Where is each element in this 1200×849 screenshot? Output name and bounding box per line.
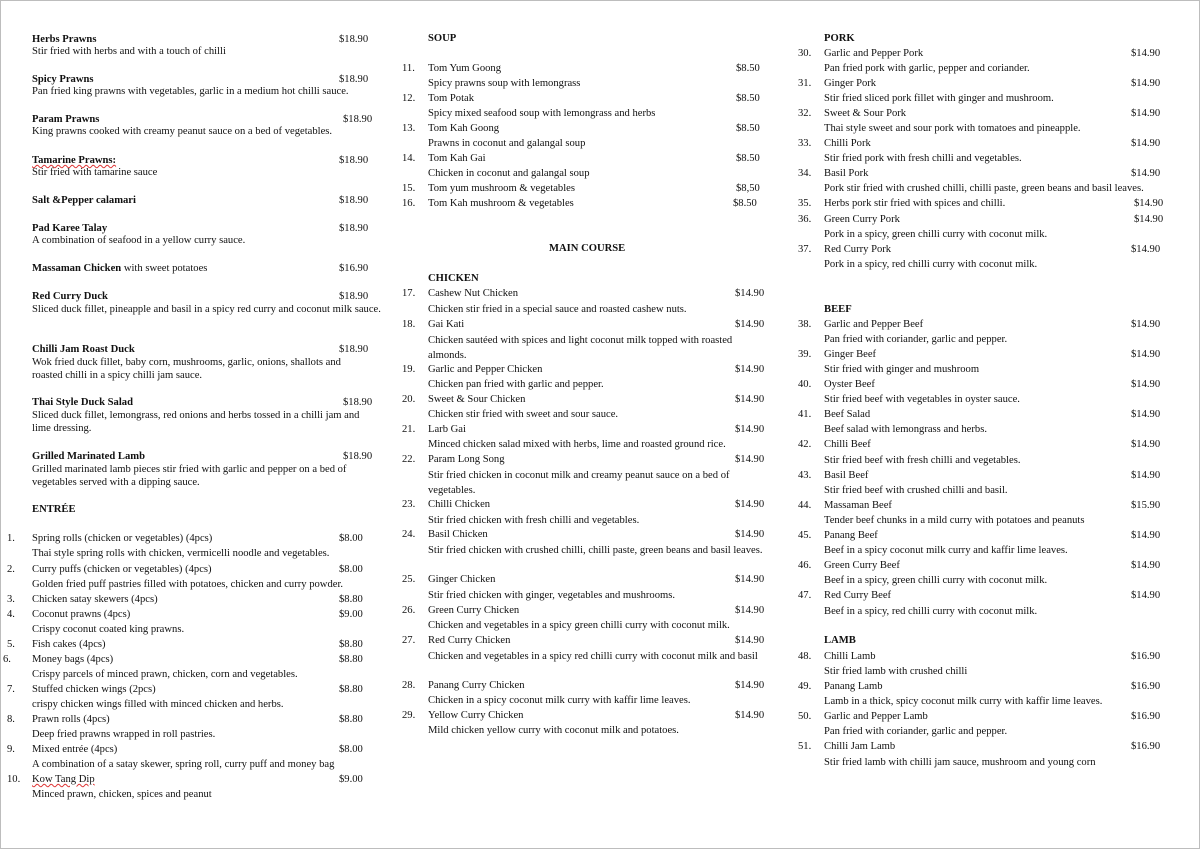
item-desc: Stir fried pork with fresh chilli and vegetables. [824, 153, 1022, 164]
item-number: 16. [402, 198, 416, 209]
item-price: $14.90 [1134, 214, 1164, 225]
item-name: Massaman Chicken [32, 263, 122, 274]
item-desc: Stir fried sliced pork fillet with ginger and mushroom. [824, 93, 1054, 104]
item-price: $15.90 [1131, 500, 1161, 511]
item-desc: Chicken stir fried with sweet and sour sauce. [428, 409, 619, 420]
item-number: 42. [798, 439, 812, 450]
item-number: 2. [7, 564, 15, 575]
item-number: 7. [7, 684, 15, 695]
item-price: $16.90 [1131, 681, 1161, 692]
item-name: Oyster Beef [824, 379, 875, 390]
item-name: Tom Kah Gai [428, 153, 486, 164]
item-price: $14.90 [1131, 530, 1161, 541]
item-price: $8.00 [339, 564, 363, 575]
item-name: Tom yum mushroom & vegetables [428, 183, 575, 194]
item-desc: Stir fried with ginger and mushroom [824, 364, 980, 375]
item-name: Basil Beef [824, 470, 869, 481]
item-number: 37. [798, 244, 812, 255]
item-name: Money bags (4pcs) [32, 654, 114, 665]
item-desc: Pan fried pork with garlic, pepper and coriander. [824, 63, 1030, 74]
item-desc: Stir fried chicken with ginger, vegetables and mushrooms. [428, 590, 675, 601]
item-name: Yellow Curry Chicken [428, 710, 524, 721]
item-number: 25. [402, 574, 416, 585]
item-name: Panang Curry Chicken [428, 680, 525, 691]
item-desc: Stir fried chicken with fresh chilli and vegetables. [428, 515, 640, 526]
item-price: $14.90 [1131, 48, 1161, 59]
section-heading-pork: PORK [824, 33, 855, 44]
item-name: Tamarine Prawns: [32, 155, 117, 166]
item-name: Garlic and Pepper Chicken [428, 364, 543, 375]
item-number: 21. [402, 424, 416, 435]
item-desc: Stir fried chicken in coconut milk and creamy peanut sauce on a bed of vegetables. [428, 470, 730, 496]
item-price: $14.90 [1131, 439, 1161, 450]
item-number: 44. [798, 500, 812, 511]
item-price: $14.90 [1131, 108, 1161, 119]
item-desc: Stir fried beef with crushed chilli and basil. [824, 485, 1008, 496]
item-number: 51. [798, 741, 812, 752]
item-name: Larb Gai [428, 424, 466, 435]
item-name: Massaman Beef [824, 500, 892, 511]
item-number: 23. [402, 499, 416, 510]
item-desc: Prawns in coconut and galangal soup [428, 138, 586, 149]
item-number: 36. [798, 214, 812, 225]
item-price: $18.90 [343, 114, 373, 125]
section-heading-beef: BEEF [824, 304, 852, 315]
item-price: $14.90 [1134, 198, 1164, 209]
item-number: 5. [7, 639, 15, 650]
item-name-line [32, 262, 207, 275]
item-number: 10. [7, 774, 21, 785]
item-number: 3. [7, 594, 15, 605]
item-price: $14.90 [735, 499, 765, 510]
item-price: $14.90 [735, 454, 765, 465]
item-price: $16.90 [1131, 741, 1161, 752]
item-number: 1. [7, 533, 15, 544]
item-desc: Grilled marinated lamb pieces stir fried with garlic and pepper on a bed of vegetables served with a dipping sauce. [32, 464, 347, 488]
item-price: $8.50 [736, 123, 760, 134]
item-price: $8.80 [339, 714, 363, 725]
item-price: $8.80 [339, 594, 363, 605]
item-name: Pad Karee Talay [32, 223, 108, 234]
item-price: $14.90 [735, 319, 765, 330]
item-price: $14.90 [1131, 138, 1161, 149]
item-desc: crispy chicken wings filled with minced chicken and herbs. [32, 699, 284, 710]
item-name: Sweet & Sour Chicken [428, 394, 526, 405]
item-price: $18.90 [339, 223, 369, 234]
item-number: 49. [798, 681, 812, 692]
item-price: $18.90 [343, 397, 373, 408]
item-number: 48. [798, 651, 812, 662]
item-desc: Thai style spring rolls with chicken, vermicelli noodle and vegetables. [32, 548, 330, 559]
item-name: Coconut prawns (4pcs) [32, 609, 131, 620]
item-price: $18.90 [339, 155, 369, 166]
item-number: 38. [798, 319, 812, 330]
item-price: $14.90 [1131, 470, 1161, 481]
item-name: Herbs pork stir fried with spices and chilli. [824, 198, 1006, 209]
item-price: $18.90 [339, 195, 369, 206]
item-price: $16.90 [1131, 711, 1161, 722]
item-name: Green Curry Chicken [428, 605, 520, 616]
item-number: 50. [798, 711, 812, 722]
item-number: 45. [798, 530, 812, 541]
item-name: Param Prawns [32, 114, 100, 125]
item-price: $8.50 [733, 198, 757, 209]
item-number: 8. [7, 714, 15, 725]
item-desc: King prawns cooked with creamy peanut sauce on a bed of vegetables. [32, 126, 333, 137]
item-price: $14.90 [1131, 349, 1161, 360]
item-name-suffix: with sweet potatoes [121, 263, 208, 274]
item-number: 29. [402, 710, 416, 721]
item-number: 12. [402, 93, 416, 104]
item-price: $14.90 [735, 574, 765, 585]
item-number: 18. [402, 319, 416, 330]
item-price: $14.90 [1131, 319, 1161, 330]
item-desc: Pork in a spicy, green chilli curry with coconut milk. [824, 229, 1048, 240]
item-name: Sweet & Sour Pork [824, 108, 907, 119]
item-number: 47. [798, 590, 812, 601]
item-name: Panang Lamb [824, 681, 883, 692]
item-name: Tom Yum Goong [428, 63, 502, 74]
item-price: $18.90 [339, 291, 369, 302]
item-number: 39. [798, 349, 812, 360]
item-name: Thai Style Duck Salad [32, 397, 133, 408]
item-desc: Minced chicken salad mixed with herbs, lime and roasted ground rice. [428, 439, 726, 450]
item-desc: Beef in a spicy coconut milk curry and kaffir lime leaves. [824, 545, 1068, 556]
item-number: 17. [402, 288, 416, 299]
item-number: 9. [7, 744, 15, 755]
item-name: Chicken satay skewers (4pcs) [32, 594, 158, 605]
item-price: $8.50 [736, 93, 760, 104]
item-desc: Thai style sweet and sour pork with tomatoes and pineapple. [824, 123, 1081, 134]
item-price: $18.90 [343, 451, 373, 462]
item-number: 27. [402, 635, 416, 646]
item-price: $8.00 [339, 533, 363, 544]
item-price: $8.50 [736, 153, 760, 164]
item-name: Tom Kah mushroom & vegetables [428, 198, 574, 209]
item-price: $8.80 [339, 654, 363, 665]
item-price: $14.90 [735, 710, 765, 721]
item-number: 11. [402, 63, 415, 74]
section-heading-main-course: MAIN COURSE [549, 243, 626, 254]
item-desc: Chicken sautéed with spices and light coconut milk topped with roasted almonds. [428, 335, 733, 361]
item-price: $8.80 [339, 639, 363, 650]
item-name: Spring rolls (chicken or vegetables) (4pcs) [32, 533, 213, 544]
item-name: Chilli Beef [824, 439, 871, 450]
item-desc: Pork stir fried with crushed chilli, chilli paste, green beans and basil leaves. [824, 183, 1144, 194]
item-number: 32. [798, 108, 812, 119]
item-desc: Chicken stir fried in a special sauce and roasted cashew nuts. [428, 304, 687, 315]
item-name: Red Curry Duck [32, 291, 108, 302]
item-desc: Stir fried beef with vegetables in oyster sauce. [824, 394, 1020, 405]
item-name: Kow Tang Dip [32, 774, 95, 785]
item-desc: Sliced duck fillet, pineapple and basil in a spicy red curry and coconut milk sauce. [32, 304, 381, 315]
item-number: 41. [798, 409, 812, 420]
item-price: $14.90 [735, 680, 765, 691]
item-price: $14.90 [735, 288, 765, 299]
item-number: 26. [402, 605, 416, 616]
item-desc: Chicken and vegetables in a spicy red chilli curry with coconut milk and basil [428, 651, 758, 662]
item-price: $14.90 [1131, 78, 1161, 89]
item-number: 24. [402, 529, 416, 540]
section-heading-chicken: CHICKEN [428, 273, 479, 284]
item-desc: Sliced duck fillet, lemongrass, red onions and herbs tossed in a chilli jam and lime dressing. [32, 410, 360, 434]
item-name: Ginger Pork [824, 78, 877, 89]
item-number: 6. [3, 654, 11, 665]
item-number: 35. [798, 198, 812, 209]
item-price: $14.90 [735, 364, 765, 375]
item-name: Chilli Chicken [428, 499, 491, 510]
item-desc: Beef in a spicy, green chilli curry with coconut milk. [824, 575, 1048, 586]
item-desc: Chicken pan fried with garlic and pepper. [428, 379, 604, 390]
section-heading-soup: SOUP [428, 33, 457, 44]
item-name: Beef Salad [824, 409, 871, 420]
item-desc: Mild chicken yellow curry with coconut milk and potatoes. [428, 725, 679, 736]
item-name: Tom Potak [428, 93, 475, 104]
item-desc: Stir fried chicken with crushed chilli, chilli paste, green beans and basil leaves. [428, 545, 763, 556]
item-price: $14.90 [735, 529, 765, 540]
item-name: Cashew Nut Chicken [428, 288, 519, 299]
item-number: 40. [798, 379, 812, 390]
item-price: $9.00 [339, 609, 363, 620]
item-number: 33. [798, 138, 812, 149]
item-desc: Stir fried with herbs and with a touch of chilli [32, 46, 226, 57]
item-desc: Chicken in coconut and galangal soup [428, 168, 590, 179]
item-desc: Crispy parcels of minced prawn, chicken, corn and vegetables. [32, 669, 298, 680]
item-desc: Stir fried lamb with crushed chilli [824, 666, 968, 677]
item-price: $14.90 [1131, 560, 1161, 571]
item-desc: Beef salad with lemongrass and herbs. [824, 424, 987, 435]
item-name: Fish cakes (4pcs) [32, 639, 106, 650]
item-price: $14.90 [735, 635, 765, 646]
item-name: Green Curry Beef [824, 560, 900, 571]
item-name: Red Curry Chicken [428, 635, 511, 646]
item-desc: Pan fried with coriander, garlic and pepper. [824, 726, 1008, 737]
item-name: Mixed entrée (4pcs) [32, 744, 118, 755]
item-name: Garlic and Pepper Pork [824, 48, 924, 59]
section-heading-entree: ENTRÉE [32, 504, 76, 515]
item-name: Basil Chicken [428, 529, 488, 540]
item-name: Ginger Beef [824, 349, 877, 360]
item-name: Stuffed chicken wings (2pcs) [32, 684, 156, 695]
item-name: Prawn rolls (4pcs) [32, 714, 110, 725]
item-name: Curry puffs (chicken or vegetables) (4pcs) [32, 564, 212, 575]
item-price: $18.90 [339, 344, 369, 355]
item-desc: Stir fried with tamarine sauce [32, 167, 158, 178]
item-desc: Spicy mixed seafood soup with lemongrass and herbs [428, 108, 656, 119]
item-number: 43. [798, 470, 812, 481]
item-price: $14.90 [1131, 409, 1161, 420]
item-number: 15. [402, 183, 416, 194]
item-desc: Wok fried duck fillet, baby corn, mushrooms, garlic, onions, shallots and roasted chilli in a spicy chilli jam sauce. [32, 357, 341, 381]
item-price: $18.90 [339, 74, 369, 85]
item-price: $8.00 [339, 744, 363, 755]
item-desc: Spicy prawns soup with lemongrass [428, 78, 581, 89]
item-price: $8.80 [339, 684, 363, 695]
item-price: $18.90 [339, 34, 369, 45]
item-desc: Deep fried prawns wrapped in roll pastries. [32, 729, 216, 740]
item-number: 46. [798, 560, 812, 571]
item-price: $14.90 [735, 424, 765, 435]
item-name: Herbs Prawns [32, 34, 97, 45]
item-number: 34. [798, 168, 812, 179]
item-price: $14.90 [1131, 244, 1161, 255]
item-desc: Pork in a spicy, red chilli curry with coconut milk. [824, 259, 1038, 270]
item-name: Spicy Prawns [32, 74, 94, 85]
item-price: $9.00 [339, 774, 363, 785]
item-number: 31. [798, 78, 812, 89]
item-number: 4. [7, 609, 15, 620]
item-number: 30. [798, 48, 812, 59]
item-name: Chilli Jam Lamb [824, 741, 896, 752]
item-desc: Tender beef chunks in a mild curry with potatoes and peanuts [824, 515, 1085, 526]
item-price: $14.90 [1131, 379, 1161, 390]
item-name: Param Long Song [428, 454, 505, 465]
item-desc: Stir fried beef with fresh chilli and vegetables. [824, 455, 1021, 466]
item-number: 28. [402, 680, 416, 691]
item-number: 22. [402, 454, 416, 465]
item-name: Garlic and Pepper Beef [824, 319, 924, 330]
item-number: 20. [402, 394, 416, 405]
item-name: Garlic and Pepper Lamb [824, 711, 928, 722]
item-desc: Stir fried lamb with chilli jam sauce, mushroom and young corn [824, 757, 1096, 768]
item-name: Panang Beef [824, 530, 878, 541]
item-desc: Minced prawn, chicken, spices and peanut [32, 789, 212, 800]
item-price: $14.90 [735, 605, 765, 616]
item-name: Chilli Pork [824, 138, 871, 149]
item-desc: Beef in a spicy, red chilli curry with coconut milk. [824, 606, 1038, 617]
item-desc: Pan fried king prawns with vegetables, garlic in a medium hot chilli sauce. [32, 86, 349, 97]
item-desc: Lamb in a thick, spicy coconut milk curry with kaffir lime leaves. [824, 696, 1103, 707]
item-name: Chilli Jam Roast Duck [32, 344, 135, 355]
item-name: Grilled Marinated Lamb [32, 451, 145, 462]
item-name: Green Curry Pork [824, 214, 900, 225]
item-price: $14.90 [1131, 168, 1161, 179]
item-number: 14. [402, 153, 416, 164]
item-name: Tom Kah Goong [428, 123, 500, 134]
item-name: Chilli Lamb [824, 651, 876, 662]
item-price: $16.90 [1131, 651, 1161, 662]
item-price: $14.90 [735, 394, 765, 405]
item-number: 19. [402, 364, 416, 375]
item-number: 13. [402, 123, 416, 134]
item-name: Gai Kati [428, 319, 465, 330]
item-desc: Crispy coconut coated king prawns. [32, 624, 185, 635]
item-price: $14.90 [1131, 590, 1161, 601]
item-desc: Chicken in a spicy coconut milk curry with kaffir lime leaves. [428, 695, 691, 706]
item-name: Red Curry Pork [824, 244, 892, 255]
item-desc: Chicken and vegetables in a spicy green chilli curry with coconut milk. [428, 620, 730, 631]
item-name: Ginger Chicken [428, 574, 496, 585]
item-name: Basil Pork [824, 168, 869, 179]
item-name: Salt &Pepper calamari [32, 195, 136, 206]
item-price: $8.50 [736, 63, 760, 74]
item-desc: Golden fried puff pastries filled with potatoes, chicken and curry powder. [32, 579, 344, 590]
item-name: Red Curry Beef [824, 590, 892, 601]
section-heading-lamb: LAMB [824, 635, 856, 646]
item-desc: Pan fried with coriander, garlic and pepper. [824, 334, 1008, 345]
item-desc: A combination of a satay skewer, spring roll, curry puff and money bag [32, 759, 335, 770]
item-desc: A combination of seafood in a yellow curry sauce. [32, 235, 246, 246]
item-price: $8,50 [736, 183, 760, 194]
item-price: $16.90 [339, 263, 369, 274]
